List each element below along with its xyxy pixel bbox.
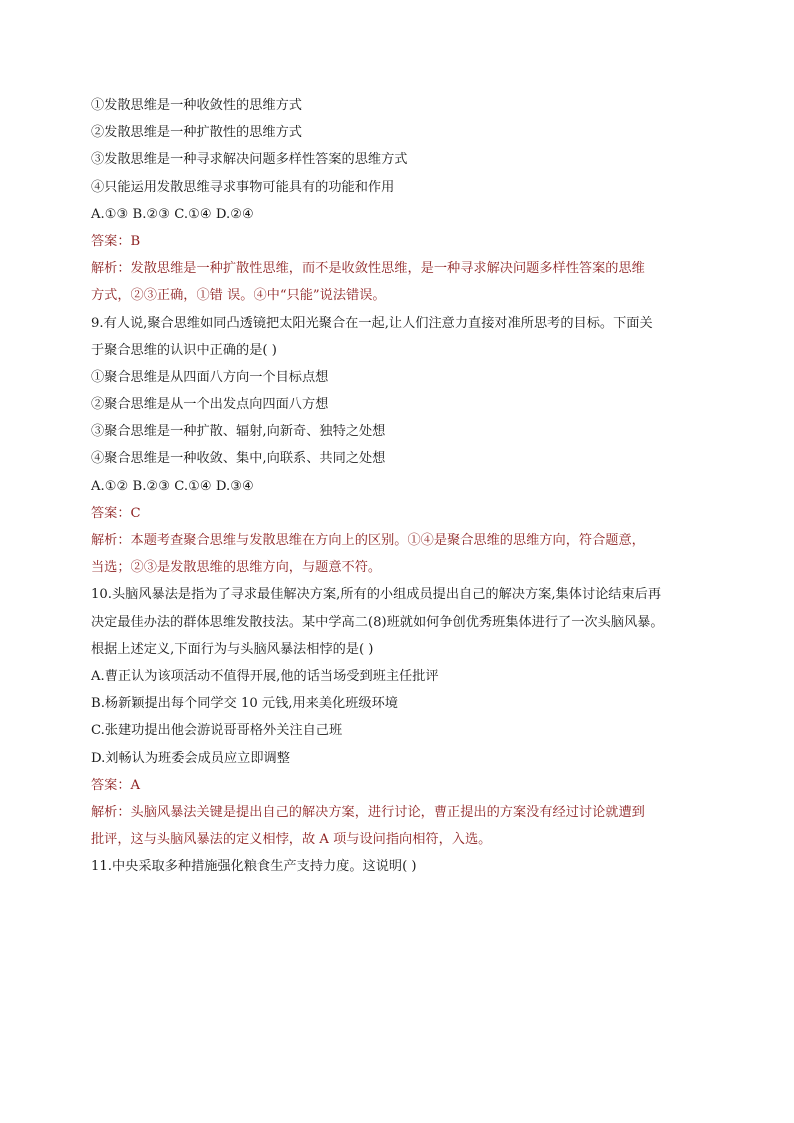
analysis-line: 方式，②③正确，①错 误。④中“只能”说法错误。 [91, 288, 386, 304]
option-line-4: ④只能运用发散思维寻求事物可能具有的功能和作用 [91, 179, 395, 195]
question-10-stem: 决定最佳办法的群体思维发散技法。某中学高二(8)班就如何争创优秀班集体进行了一次头脑风暴。 [91, 614, 664, 630]
option-line-1: ①发散思维是一种收敛性的思维方式 [91, 98, 302, 113]
question-9-stem: 9.有人说,聚合思维如同凸透镜把太阳光聚合在一起,让人们注意力直接对准所思考的目标。下面关 [91, 315, 653, 331]
question-10-stem: 根据上述定义,下面行为与头脑风暴法相悖的是( ) [91, 641, 374, 657]
analysis-line: 解析：发散思维是一种扩散性思维，而不是收敛性思维，是一种寻求解决问题多样性答案的思维 [91, 261, 645, 277]
choice-a: A.曹正认为该项活动不值得开展,他的话当场受到班主任批评 [91, 668, 439, 684]
analysis-line: 批评，这与头脑风暴法的定义相悖，故 A 项与设问指向相符，入选。 [91, 832, 492, 848]
option-line-2: ②聚合思维是从一个出发点向四面八方想 [91, 397, 329, 413]
choice-line: A.①③ B.②③ C.①④ D.②④ [91, 206, 254, 222]
answer-line: 答案：B [91, 233, 141, 249]
choice-b: B.杨新颖提出每个同学交 10 元钱,用来美化班级环境 [91, 696, 398, 712]
choice-c: C.张建功提出他会游说哥哥格外关注自己班 [91, 723, 343, 739]
answer-line: 答案：C [91, 505, 141, 521]
question-9-stem: 于聚合思维的认识中正确的是( ) [91, 342, 277, 358]
question-11-stem: 11.中央采取多种措施强化粮食生产支持力度。这说明( ) [91, 859, 417, 875]
option-line-3: ③发散思维是一种寻求解决问题多样性答案的思维方式 [91, 152, 408, 168]
option-line-2: ②发散思维是一种扩散性的思维方式 [91, 125, 302, 141]
option-line-4: ④聚合思维是一种收敛、集中,向联系、共同之处想 [91, 451, 386, 467]
choice-d: D.刘畅认为班委会成员应立即调整 [91, 750, 290, 766]
analysis-line: 解析：本题考查聚合思维与发散思维在方向上的区别。①④是聚合思维的思维方向，符合题意， [91, 533, 645, 548]
option-line-1: ①聚合思维是从四面八方向一个目标点想 [91, 369, 329, 385]
option-line-3: ③聚合思维是一种扩散、辐射,向新奇、独特之处想 [91, 424, 386, 440]
answer-line: 答案：A [91, 777, 141, 793]
question-10-stem: 10.头脑风暴法是指为了寻求最佳解决方案,所有的小组成员提出自己的解决方案,集体讨论结束后再 [91, 587, 662, 603]
choice-line: A.①② B.②③ C.①④ D.③④ [91, 478, 254, 494]
analysis-line: 当选；②③是发散思维的思维方向，与题意不符。 [91, 560, 382, 576]
document-body [91, 92, 711, 880]
analysis-line: 解析：头脑风暴法关键是提出自己的解决方案，进行讨论，曹正提出的方案没有经过讨论就遭到 [91, 804, 645, 820]
